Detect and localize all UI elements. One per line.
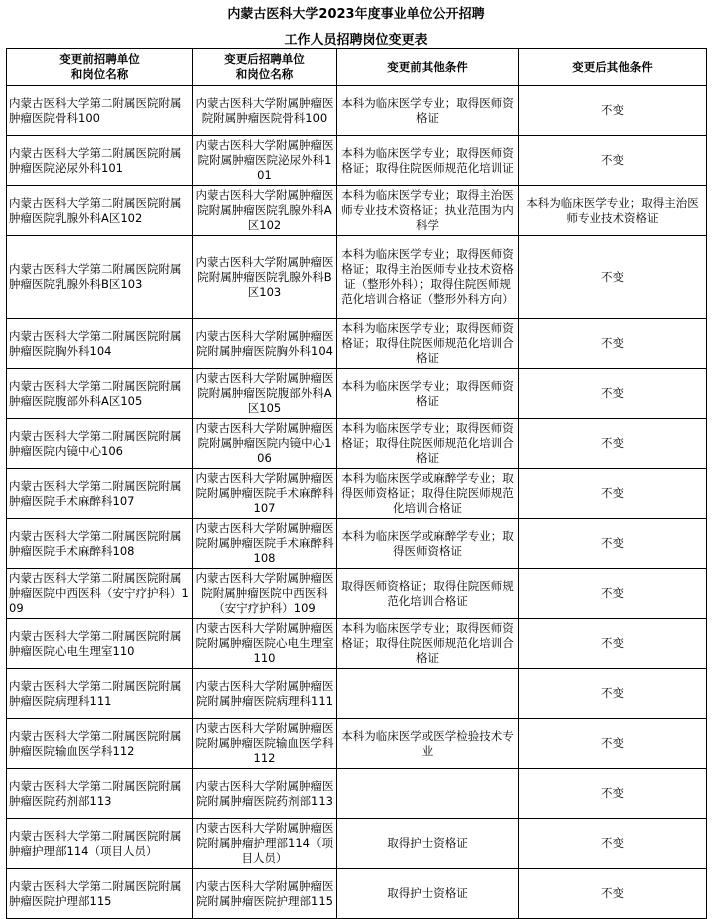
cell-before-conditions: 取得医师资格证；取得住院医师规范化培训合格证	[337, 569, 519, 619]
cell-before-conditions: 本科为临床医学专业；取得医师资格证；取得住院医师规范化培训证	[337, 136, 519, 186]
cell-before-unit: 内蒙古医科大学第二附属医院附属肿瘤医院手术麻醉科107	[7, 469, 193, 519]
cell-before-conditions: 本科为临床医学专业；取得主治医师专业技术资格证；执业范围为内科学	[337, 186, 519, 236]
cell-after-unit: 内蒙古医科大学附属肿瘤医院附属肿瘤医院药剂部113	[193, 769, 337, 819]
cell-after-conditions: 不变	[519, 519, 707, 569]
cell-after-conditions: 不变	[519, 419, 707, 469]
cell-before-unit: 内蒙古医科大学第二附属医院附属肿瘤医院输血医学科112	[7, 719, 193, 769]
cell-before-conditions: 本科为临床医学或麻醉学专业；取得医师资格证	[337, 519, 519, 569]
cell-before-unit: 内蒙古医科大学第二附属医院附属肿瘤医院胸外科104	[7, 319, 193, 369]
cell-before-unit: 内蒙古医科大学第二附属医院附属肿瘤医院药剂部113	[7, 769, 193, 819]
cell-before-conditions: 本科为临床医学专业；取得医师资格证	[337, 369, 519, 419]
table-row	[7, 186, 707, 236]
cell-after-unit: 内蒙古医科大学附属肿瘤医院附属肿瘤医院腹部外科A区105	[193, 369, 337, 419]
cell-after-unit: 内蒙古医科大学附属肿瘤医院附属肿瘤医院骨科100	[193, 86, 337, 136]
cell-after-conditions: 不变	[519, 86, 707, 136]
cell-before-conditions: 本科为临床医学或麻醉学专业；取得医师资格证；取得住院医师规范化培训合格证	[337, 469, 519, 519]
position-change-table	[6, 48, 707, 919]
cell-before-unit: 内蒙古医科大学第二附属医院附属肿瘤医院泌尿外科101	[7, 136, 193, 186]
cell-before-unit: 内蒙古医科大学第二附属医院附属肿瘤医院手术麻醉科108	[7, 519, 193, 569]
cell-before-unit: 内蒙古医科大学第二附属医院附属肿瘤医院心电生理室110	[7, 619, 193, 669]
cell-before-conditions: 本科为临床医学专业；取得医师资格证；取得住院医师规范化培训合格证	[337, 419, 519, 469]
table-header-row	[7, 49, 707, 86]
cell-before-conditions: 本科为临床医学专业；取得医师资格证；取得住院医师规范化培训合格证	[337, 319, 519, 369]
cell-after-conditions: 不变	[519, 719, 707, 769]
table-row	[7, 86, 707, 136]
cell-after-unit: 内蒙古医科大学附属肿瘤医院附属肿瘤护理部114（项目人员）	[193, 819, 337, 869]
cell-before-conditions: 取得护士资格证	[337, 819, 519, 869]
cell-after-conditions: 不变	[519, 469, 707, 519]
table-row	[7, 519, 707, 569]
cell-after-unit: 内蒙古医科大学附属肿瘤医院附属肿瘤医院病理科111	[193, 669, 337, 719]
cell-before-conditions	[337, 669, 519, 719]
cell-before-unit: 内蒙古医科大学第二附属医院附属肿瘤医院乳腺外科B区103	[7, 236, 193, 319]
cell-before-conditions	[337, 769, 519, 819]
cell-before-conditions: 取得护士资格证	[337, 869, 519, 919]
header-after-conditions: 变更后其他条件	[519, 49, 707, 86]
cell-before-conditions: 本科为临床医学专业；取得医师资格证	[337, 86, 519, 136]
document-title: 内蒙古医科大学2023年度事业单位公开招聘	[227, 7, 485, 22]
cell-after-conditions: 本科为临床医学专业；取得主治医师专业技术资格证	[519, 186, 707, 236]
cell-before-conditions: 本科为临床医学专业；取得医师资格证；取得住院医师规范化培训合格证	[337, 619, 519, 669]
cell-after-unit: 内蒙古医科大学附属肿瘤医院附属肿瘤医院手术麻醉科108	[193, 519, 337, 569]
cell-before-unit: 内蒙古医科大学第二附属医院附属肿瘤医院乳腺外科A区102	[7, 186, 193, 236]
table-row	[7, 619, 707, 669]
cell-after-conditions: 不变	[519, 769, 707, 819]
cell-before-unit: 内蒙古医科大学第二附属医院附属肿瘤护理部114（项目人员）	[7, 819, 193, 869]
cell-after-conditions: 不变	[519, 869, 707, 919]
cell-after-conditions: 不变	[519, 236, 707, 319]
header-before-conditions: 变更前其他条件	[337, 49, 519, 86]
cell-before-unit: 内蒙古医科大学第二附属医院附属肿瘤医院护理部115	[7, 869, 193, 919]
cell-after-unit: 内蒙古医科大学附属肿瘤医院附属肿瘤医院乳腺外科A区102	[193, 186, 337, 236]
cell-after-conditions: 不变	[519, 619, 707, 669]
cell-after-unit: 内蒙古医科大学附属肿瘤医院附属肿瘤医院泌尿外科101	[193, 136, 337, 186]
cell-before-conditions: 本科为临床医学专业；取得医师资格证；取得主治医师专业技术资格证（整形外科）；取得住院医师规范化培训合格证（整形外科方向）	[337, 236, 519, 319]
table-row	[7, 469, 707, 519]
table-row	[7, 569, 707, 619]
cell-after-unit: 内蒙古医科大学附属肿瘤医院附属肿瘤医院输血医学科112	[193, 719, 337, 769]
cell-before-conditions: 本科为临床医学或医学检验技术专业	[337, 719, 519, 769]
cell-after-unit: 内蒙古医科大学附属肿瘤医院附属肿瘤医院中西医科（安宁疗护科）109	[193, 569, 337, 619]
cell-before-unit: 内蒙古医科大学第二附属医院附属肿瘤医院内镜中心106	[7, 419, 193, 469]
table-row	[7, 819, 707, 869]
cell-after-conditions: 不变	[519, 369, 707, 419]
cell-after-unit: 内蒙古医科大学附属肿瘤医院附属肿瘤医院内镜中心106	[193, 419, 337, 469]
cell-before-unit: 内蒙古医科大学第二附属医院附属肿瘤医院骨科100	[7, 86, 193, 136]
table-row	[7, 319, 707, 369]
cell-after-unit: 内蒙古医科大学附属肿瘤医院附属肿瘤医院心电生理室110	[193, 619, 337, 669]
cell-after-conditions: 不变	[519, 319, 707, 369]
table-row	[7, 136, 707, 186]
header-before-unit: 变更前招聘单位 和岗位名称	[7, 49, 193, 86]
table-row	[7, 419, 707, 469]
table-row	[7, 769, 707, 819]
cell-before-unit: 内蒙古医科大学第二附属医院附属肿瘤医院中西医科（安宁疗护科）109	[7, 569, 193, 619]
table-row	[7, 719, 707, 769]
cell-after-unit: 内蒙古医科大学附属肿瘤医院附属肿瘤医院胸外科104	[193, 319, 337, 369]
cell-after-conditions: 不变	[519, 136, 707, 186]
cell-before-unit: 内蒙古医科大学第二附属医院附属肿瘤医院腹部外科A区105	[7, 369, 193, 419]
table-row	[7, 236, 707, 319]
cell-after-unit: 内蒙古医科大学附属肿瘤医院附属肿瘤医院手术麻醉科107	[193, 469, 337, 519]
document-subtitle: 工作人员招聘岗位变更表	[284, 33, 428, 48]
cell-after-conditions: 不变	[519, 819, 707, 869]
header-after-unit: 变更后招聘单位 和岗位名称	[193, 49, 337, 86]
cell-after-unit: 内蒙古医科大学附属肿瘤医院附属肿瘤医院护理部115	[193, 869, 337, 919]
table-row	[7, 669, 707, 719]
cell-after-conditions: 不变	[519, 569, 707, 619]
cell-after-unit: 内蒙古医科大学附属肿瘤医院附属肿瘤医院乳腺外科B区103	[193, 236, 337, 319]
table-row	[7, 869, 707, 919]
table-row	[7, 369, 707, 419]
cell-after-conditions: 不变	[519, 669, 707, 719]
cell-before-unit: 内蒙古医科大学第二附属医院附属肿瘤医院病理科111	[7, 669, 193, 719]
